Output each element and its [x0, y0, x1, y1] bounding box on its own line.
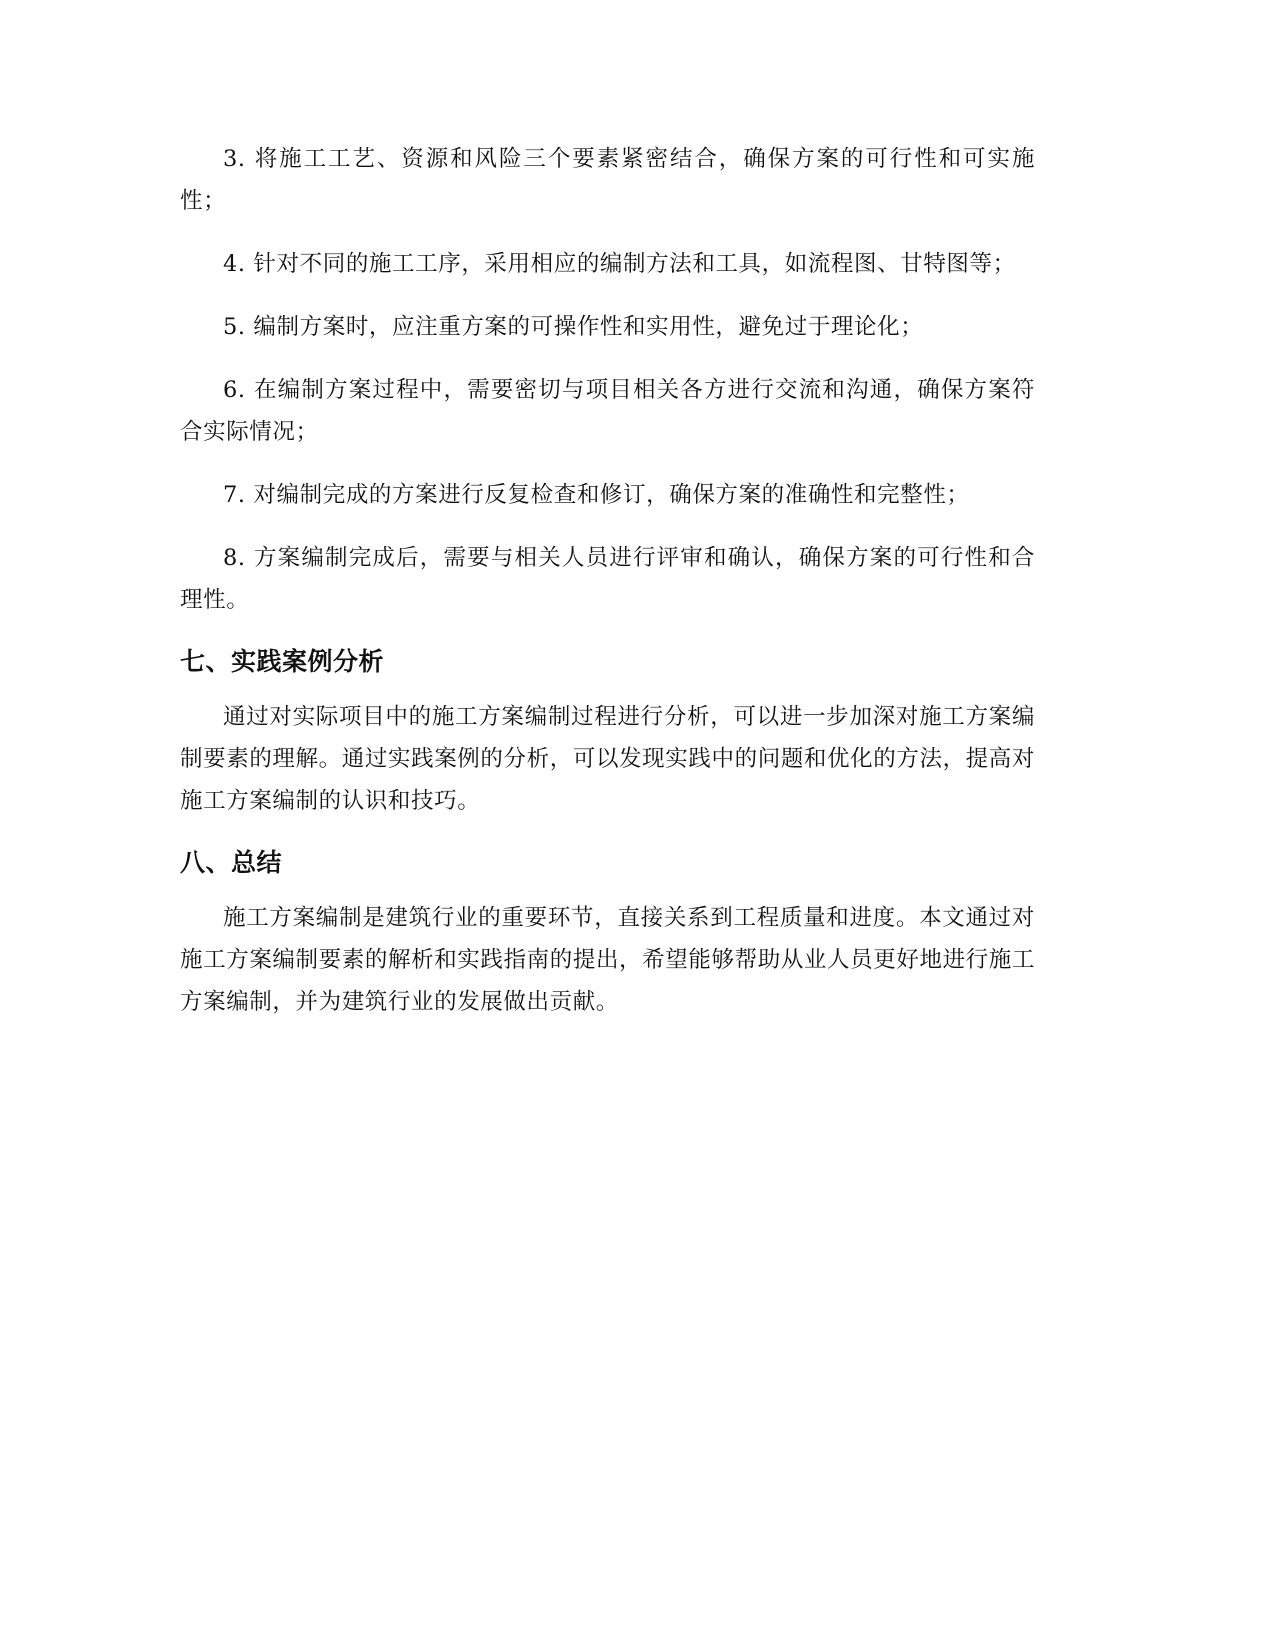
section-8-heading: 八、总结 — [180, 848, 283, 877]
list-item-7: 7. 对编制完成的方案进行反复检查和修订，确保方案的准确性和完整性； — [223, 482, 970, 508]
list-item-8: 8. 方案编制完成后，需要与相关人员进行评审和确认，确保方案的可行性和合理性。 — [180, 545, 1035, 613]
section-7-heading: 七、实践案例分析 — [180, 647, 385, 676]
list-item-3: 3. 将施工工艺、资源和风险三个要素紧密结合，确保方案的可行性和可实施性； — [180, 146, 1035, 214]
list-item-6: 6. 在编制方案过程中，需要密切与项目相关各方进行交流和沟通，确保方案符合实际情况； — [180, 377, 1035, 445]
section-8-body: 施工方案编制是建筑行业的重要环节，直接关系到工程质量和进度。本文通过对施工方案编制要素的解析和实践指南的提出，希望能够帮助从业人员更好地进行施工方案编制，并为建筑行业的发展做出贡献。 — [180, 905, 1035, 1015]
document-page — [180, 138, 1035, 1044]
section-7-body: 通过对实际项目中的施工方案编制过程进行分析，可以进一步加深对施工方案编制要素的理解。通过实践案例的分析，可以发现实践中的问题和优化的方法，提高对施工方案编制的认识和技巧。 — [180, 704, 1035, 814]
list-item-5: 5. 编制方案时，应注重方案的可操作性和实用性，避免过于理论化； — [223, 314, 924, 340]
list-item-4: 4. 针对不同的施工工序，采用相应的编制方法和工具，如流程图、甘特图等； — [223, 251, 1016, 277]
